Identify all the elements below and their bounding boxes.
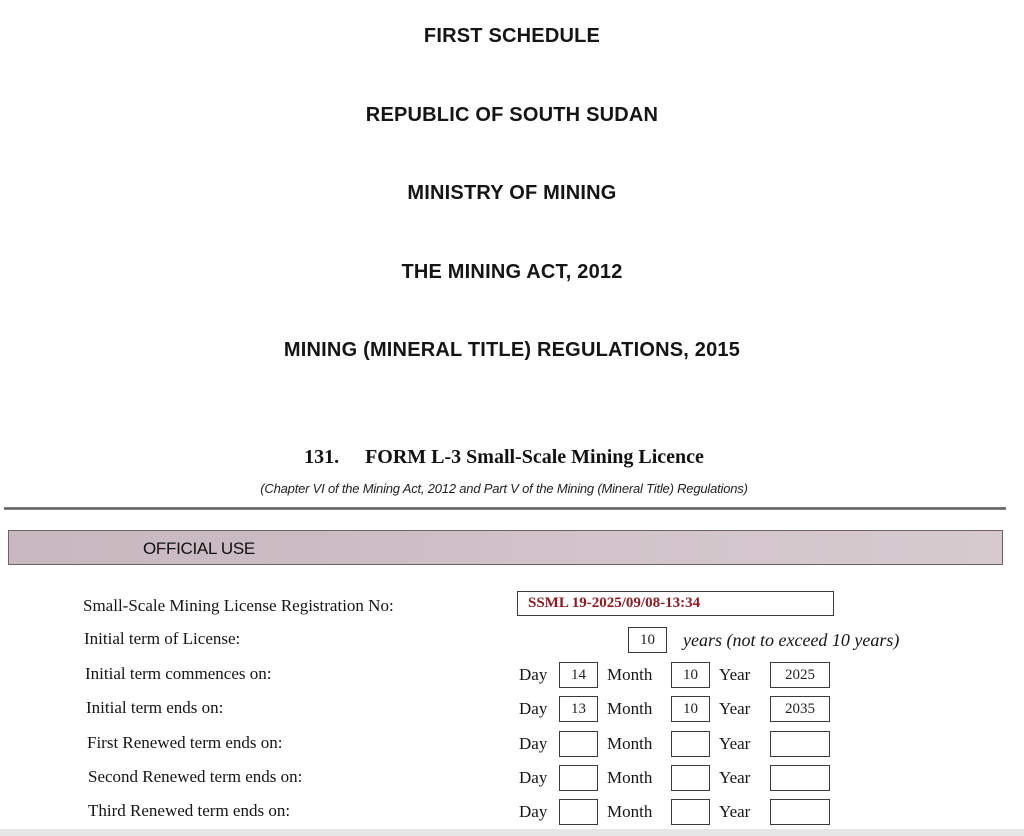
year-label: Year xyxy=(719,699,751,718)
initial-term-commences-year-field[interactable]: 2025 xyxy=(770,662,830,688)
year-label: Year xyxy=(719,768,751,787)
month-label: Month xyxy=(607,802,653,821)
heading-first-schedule: FIRST SCHEDULE xyxy=(423,25,601,47)
heading-mining-act: THE MINING ACT, 2012 xyxy=(401,261,623,283)
official-use-band xyxy=(8,530,1003,565)
third-renewed-term-ends-month-field[interactable] xyxy=(671,799,710,825)
first-renewed-term-ends-day-field[interactable] xyxy=(559,731,598,757)
year-label: Year xyxy=(719,734,751,753)
form-name: FORM L-3 Small-Scale Mining Licence xyxy=(365,446,704,468)
first-renewed-term-ends-label: First Renewed term ends on: xyxy=(87,733,283,752)
initial-term-ends-year-field[interactable]: 2035 xyxy=(770,696,830,722)
third-renewed-term-ends-label: Third Renewed term ends on: xyxy=(88,801,291,820)
registration-label: Small-Scale Mining License Registration No: xyxy=(83,596,394,615)
initial-term-ends-day-field[interactable]: 13 xyxy=(559,696,598,722)
third-renewed-term-ends-day-field[interactable] xyxy=(559,799,598,825)
initial-term-ends-label: Initial term ends on: xyxy=(86,698,224,717)
day-label: Day xyxy=(519,768,548,787)
month-label: Month xyxy=(607,699,653,718)
second-renewed-term-ends-year-field[interactable] xyxy=(770,765,830,791)
year-label: Year xyxy=(719,665,751,684)
third-renewed-term-ends-year-field[interactable] xyxy=(770,799,830,825)
first-renewed-term-ends-year-field[interactable] xyxy=(770,731,830,757)
second-renewed-term-ends-day-field[interactable] xyxy=(559,765,598,791)
initial-term-ends-month-field[interactable]: 10 xyxy=(671,696,710,722)
heading-regulations: MINING (MINERAL TITLE) REGULATIONS, 2015 xyxy=(283,339,741,361)
page-bottom-edge xyxy=(0,829,1024,836)
registration-number-field[interactable]: SSML 19-2025/09/08-13:34 xyxy=(517,591,834,616)
second-renewed-term-ends-month-field[interactable] xyxy=(671,765,710,791)
initial-term-commences-label: Initial term commences on: xyxy=(85,664,272,683)
year-label: Year xyxy=(719,802,751,821)
month-label: Month xyxy=(607,665,653,684)
second-renewed-term-ends-label: Second Renewed term ends on: xyxy=(88,767,303,786)
form-title xyxy=(0,446,1008,469)
day-label: Day xyxy=(519,802,548,821)
initial-term-commences-month-field[interactable]: 10 xyxy=(671,662,710,688)
initial-term-label: Initial term of License: xyxy=(84,629,241,648)
initial-term-commences-day-field[interactable]: 14 xyxy=(559,662,598,688)
month-label: Month xyxy=(607,734,653,753)
month-label: Month xyxy=(607,768,653,787)
first-renewed-term-ends-month-field[interactable] xyxy=(671,731,710,757)
heading-ministry: MINISTRY OF MINING xyxy=(407,182,617,204)
day-label: Day xyxy=(519,665,548,684)
form-number: 131. xyxy=(304,446,340,468)
form-subtitle: (Chapter VI of the Mining Act, 2012 and Part V of the Mining (Mineral Title) Regulations) xyxy=(260,481,748,496)
initial-term-years-field[interactable]: 10 xyxy=(628,627,667,653)
heading-republic: REPUBLIC OF SOUTH SUDAN xyxy=(365,104,659,126)
day-label: Day xyxy=(519,734,548,753)
day-label: Day xyxy=(519,699,548,718)
initial-term-note: years (not to exceed 10 years) xyxy=(683,630,900,650)
official-use-label: OFFICIAL USE xyxy=(143,539,255,558)
divider-rule xyxy=(4,507,1006,510)
